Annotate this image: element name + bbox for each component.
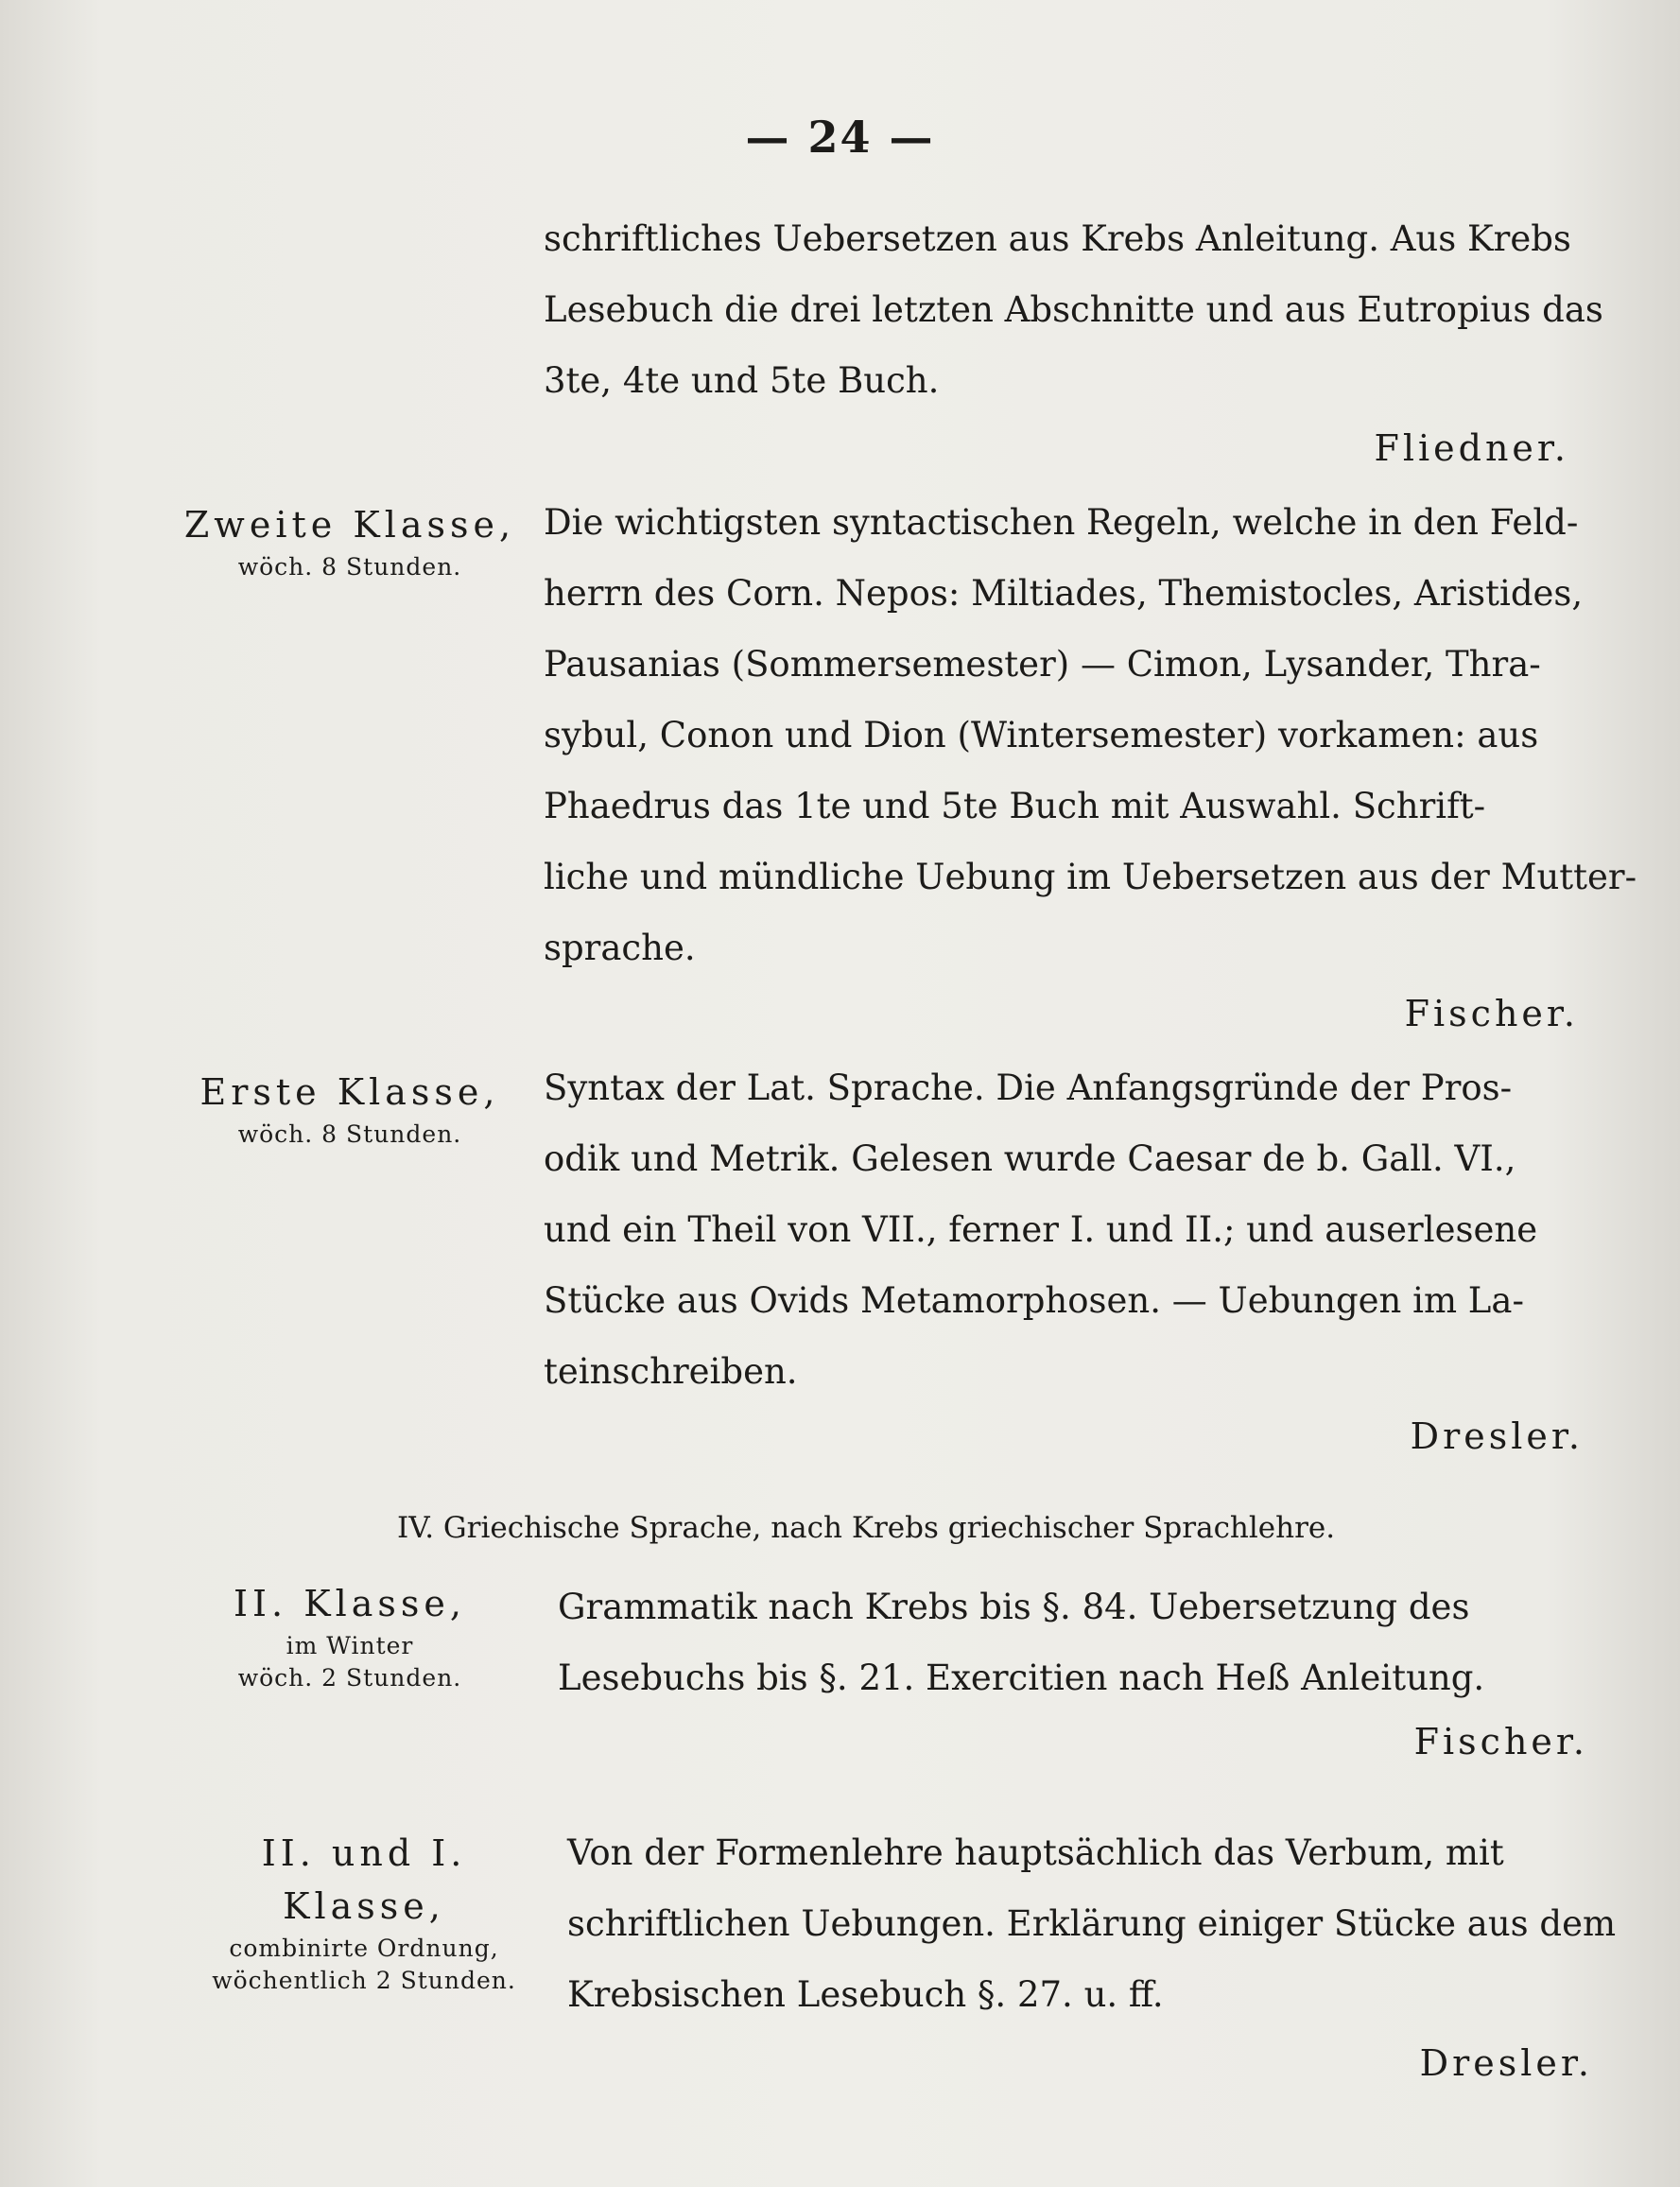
page-number: — 24 — <box>745 112 935 163</box>
text-line: odik und Metrik. Gelesen wurde Caesar de b. Gall. VI., <box>544 1138 1516 1179</box>
text-line: Phaedrus das 1te und 5te Buch mit Auswahl. Schrift- <box>544 786 1486 826</box>
text-line: 3te, 4te und 5te Buch. <box>544 360 940 401</box>
text-line: und ein Theil von VII., ferner I. und II.; und auserlesene <box>544 1209 1538 1250</box>
class-label <box>180 498 520 583</box>
text-line: Syntax der Lat. Sprache. Die Anfangsgründe der Pros- <box>544 1067 1513 1108</box>
class-hours: wöch. 8 Stunden. <box>237 553 462 581</box>
text-line: teinschreiben. <box>544 1351 798 1392</box>
class-hours: im Winter <box>286 1632 414 1659</box>
signature: Fliedner. <box>1374 427 1569 469</box>
signature: Dresler. <box>1410 1415 1584 1457</box>
section-paragraph <box>544 487 1637 983</box>
signature: Fischer. <box>1404 993 1579 1034</box>
section-heading: IV. Griechische Sprache, nach Krebs griechischer Sprachlehre. <box>397 1511 1336 1545</box>
text-line: Krebsischen Lesebuch §. 27. u. ff. <box>567 1974 1164 2015</box>
text-line: schriftliches Uebersetzen aus Krebs Anleitung. Aus Krebs <box>544 218 1571 259</box>
text-line: Von der Formenlehre hauptsächlich das Verbum, mit <box>567 1832 1504 1873</box>
text-line: sprache. <box>544 928 696 968</box>
section-paragraph <box>544 1052 1612 1407</box>
class-label <box>189 1577 511 1694</box>
text-line: sybul, Conon und Dion (Wintersemester) vorkamen: aus <box>544 715 1539 755</box>
text-line: Lesebuchs bis §. 21. Exercitien nach Heß Anleitung. <box>558 1658 1485 1698</box>
signature: Fischer. <box>1413 1721 1588 1762</box>
text-line: Pausanias (Sommersemester) — Cimon, Lysander, Thra- <box>544 644 1541 685</box>
text-line: herrn des Corn. Nepos: Miltiades, Themistocles, Aristides, <box>544 573 1584 614</box>
text-line: Grammatik nach Krebs bis §. 84. Uebersetzung des <box>558 1587 1470 1627</box>
class-hours: wöch. 8 Stunden. <box>237 1120 462 1148</box>
class-label <box>189 1827 539 1997</box>
signature: Dresler. <box>1419 2042 1593 2084</box>
class-label <box>180 1066 520 1151</box>
class-hours: wöch. 2 Stunden. <box>237 1664 462 1692</box>
class-title: Erste Klasse, <box>199 1071 500 1113</box>
text-line: Stücke aus Ovids Metamorphosen. — Uebungen im La- <box>544 1280 1524 1321</box>
class-hours: combinirte Ordnung, <box>229 1935 499 1962</box>
text-line: liche und mündliche Uebung im Uebersetzen aus der Mutter- <box>544 857 1637 897</box>
text-line: Lesebuch die drei letzten Abschnitte und aus Eutropius das <box>544 289 1603 330</box>
intro-paragraph <box>544 203 1607 416</box>
class-hours: wöchentlich 2 Stunden. <box>212 1967 516 1994</box>
section-paragraph <box>567 1817 1631 2030</box>
text-line: Die wichtigsten syntactischen Regeln, welche in den Feld- <box>544 502 1579 543</box>
text-line: schriftlichen Uebungen. Erklärung einiger Stücke aus dem <box>567 1903 1617 1944</box>
class-title: II. und I. Klasse, <box>261 1832 467 1927</box>
section-paragraph <box>558 1571 1626 1713</box>
class-title: Zweite Klasse, <box>183 504 516 546</box>
class-title: II. Klasse, <box>234 1583 466 1624</box>
